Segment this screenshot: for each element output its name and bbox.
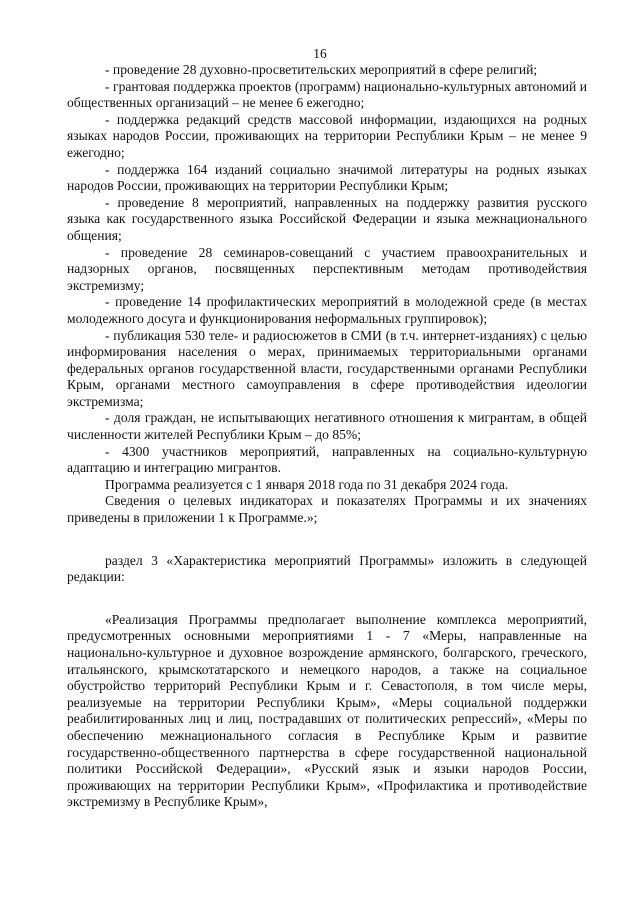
list-item: - проведение 14 профилактических мероприятий в молодежной среде (в местах молодежного досуга и функционирования неформальных группировок); [67, 294, 587, 326]
page-number: 16 [313, 46, 327, 61]
list-item: - 4300 участников мероприятий, направленных на социально-культурную адаптацию и интеграцию мигрантов. [67, 443, 587, 476]
appendix-note-paragraph: Сведения о целевых индикаторах и показателях Программы и их значениях приведены в приложении 1 к Программе.»; [67, 493, 587, 526]
program-period-paragraph: Программа реализуется с 1 января 2018 года по 31 декабря 2024 года. [105, 476, 509, 492]
document-body [67, 62, 587, 811]
section-text-paragraph: «Реализация Программы предполагает выполнение комплекса мероприятий, предусмотренных основными мероприятиями 1 - 7 «Меры, направленные на национально-культурное и духовное возрождение армянского, болгарского, греческого, итальянского, крымскотатарского и немецкого народов, а также на социальное обустройство территорий Республики Крым и г. Севастополя, в том числе меры, реализуемые на территории Республики Крым», «Меры социальной поддержки реабилитированных лиц и лиц, пострадавших от политических репрессий», «Меры по обеспечению межнационального согласия в Республике Крым и развитие государственно-общественного партнерства в сфере государственной национальной политики Российской Федерации», «Русский язык и языки народов России, проживающих на территории Республики Крым», «Профилактика и противодействие экстремизму в Республике Крым», [67, 611, 587, 810]
list-item: - поддержка редакций средств массовой информации, издающихся на родных языках народов России, проживающих на территории Республики Крым – не менее 9 ежегодно; [67, 111, 587, 160]
list-item: - поддержка 164 изданий социально значимой литературы на родных языках народов России, проживающих на территории Республики Крым; [67, 161, 587, 194]
list-item: - доля граждан, не испытывающих негативного отношения к мигрантам, в общей численности жителей Республики Крым – до 85%; [67, 410, 587, 443]
list-item: - проведение 28 духовно-просветительских мероприятий в сфере религий; [105, 62, 538, 77]
list-item: - публикация 530 теле- и радиосюжетов в СМИ (в т.ч. интернет-изданиях) с целью информирования населения о мерах, принимаемых территориальными органами федеральных органов государственной власти, государственными органами Республики Крым, органами местного самоуправления в сфере противодействия идеологии экстремизма; [67, 327, 587, 409]
list-item: - проведение 8 мероприятий, направленных на поддержку развития русского языка как государственного языка Российской Федерации и языка межнационального общения; [67, 194, 587, 243]
paragraph-spacer [67, 586, 587, 612]
section-instruction-paragraph: раздел 3 «Характеристика мероприятий Программы» изложить в следующей редакции: [67, 552, 587, 585]
paragraph-spacer [67, 527, 587, 553]
list-item: - грантовая поддержка проектов (программ) национально-культурных автономий и общественных организаций – не менее 6 ежегодно; [67, 78, 587, 111]
list-item: - проведение 28 семинаров-совещаний с участием правоохранительных и надзорных органов, посвященных перспективным методам противодействия экстремизму; [67, 244, 587, 293]
